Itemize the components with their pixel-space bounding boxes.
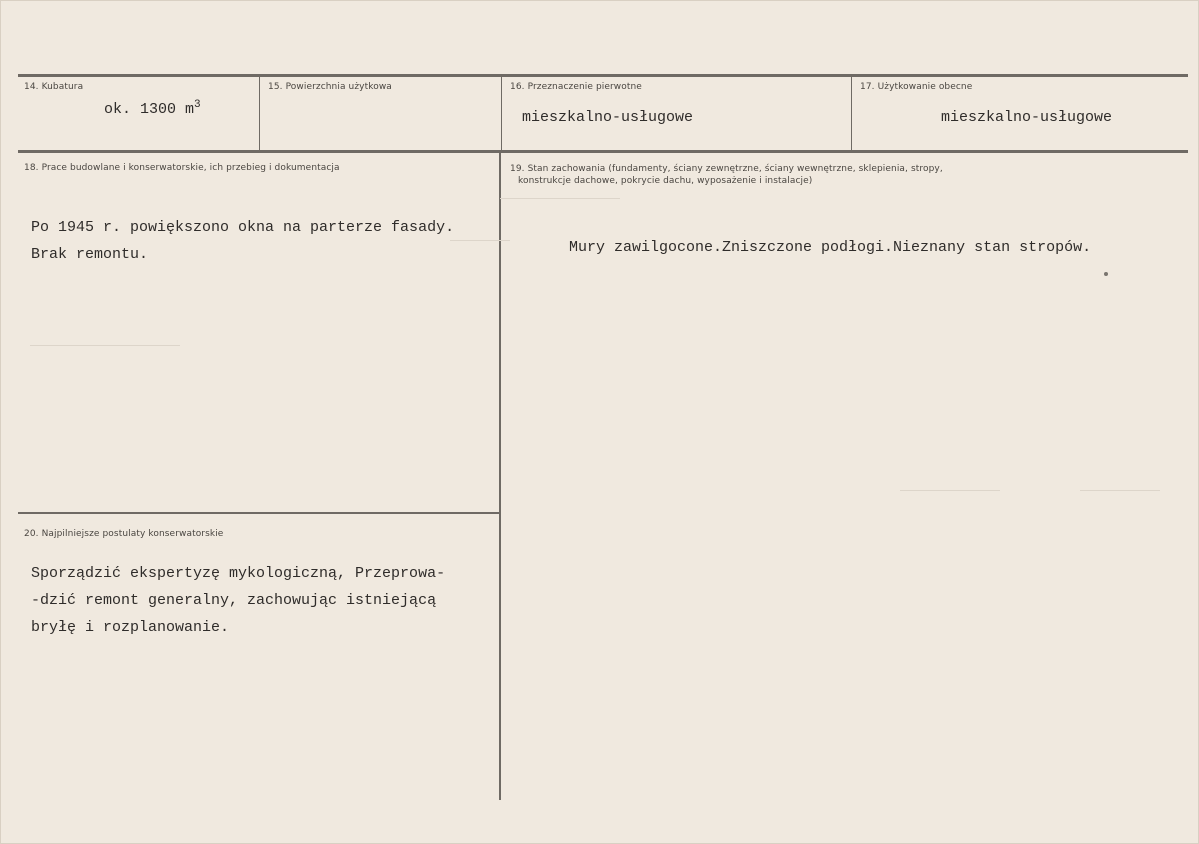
field-20-line-2: -dzić remont generalny, zachowując istniejącą [31,592,437,609]
show-through-mark [1080,490,1160,491]
top-rule [18,74,1188,77]
field-18-line-1: Po 1945 r. powiększono okna na parterze fasady. [31,219,455,236]
field-19-label-line-1: 19. Stan zachowania (fundamenty, ściany zewnętrzne, ściany wewnętrzne, sklepienia, stropy, [510,164,943,174]
field-17-value: mieszkalno-usługowe [941,109,1113,126]
show-through-mark [500,198,620,199]
field-18-line-2: Brak remontu. [31,246,149,263]
field-17-label: 17. Użytkowanie obecne [860,82,973,92]
field-19-label-line-2: konstrukcje dachowe, pokrycie dachu, wyposażenie i instalacje) [518,176,813,186]
f18-bottom-rule [18,512,500,514]
field-19-value: Mury zawilgocone.Zniszczone podłogi.Nieznany stan stropów. [569,239,1092,256]
field-20-line-1: Sporządzić ekspertyzę mykologiczną, Przeprowa- [31,565,446,582]
field-20-line-3: bryłę i rozplanowanie. [31,619,230,636]
show-through-mark [450,240,510,241]
field-15-label: 15. Powierzchnia użytkowa [268,82,392,92]
divider-left-right [499,152,501,800]
field-20-label: 20. Najpilniejsze postulaty konserwatorskie [24,529,224,539]
show-through-mark [900,490,1000,491]
field-16-value: mieszkalno-usługowe [522,109,694,126]
volume-value: ok. 1300 m [104,101,195,118]
ink-dot [1104,272,1108,276]
divider-16-17 [851,76,852,151]
field-14-value [104,96,201,124]
divider-14-15 [259,76,260,151]
field-16-label: 16. Przeznaczenie pierwotne [510,82,642,92]
divider-15-16 [501,76,502,151]
volume-unit-exponent: 3 [194,99,201,111]
row1-bottom-rule [18,150,1188,153]
field-18-label: 18. Prace budowlane i konserwatorskie, ich przebieg i dokumentacja [24,163,340,173]
field-14-label: 14. Kubatura [24,82,84,92]
show-through-mark [30,345,180,346]
